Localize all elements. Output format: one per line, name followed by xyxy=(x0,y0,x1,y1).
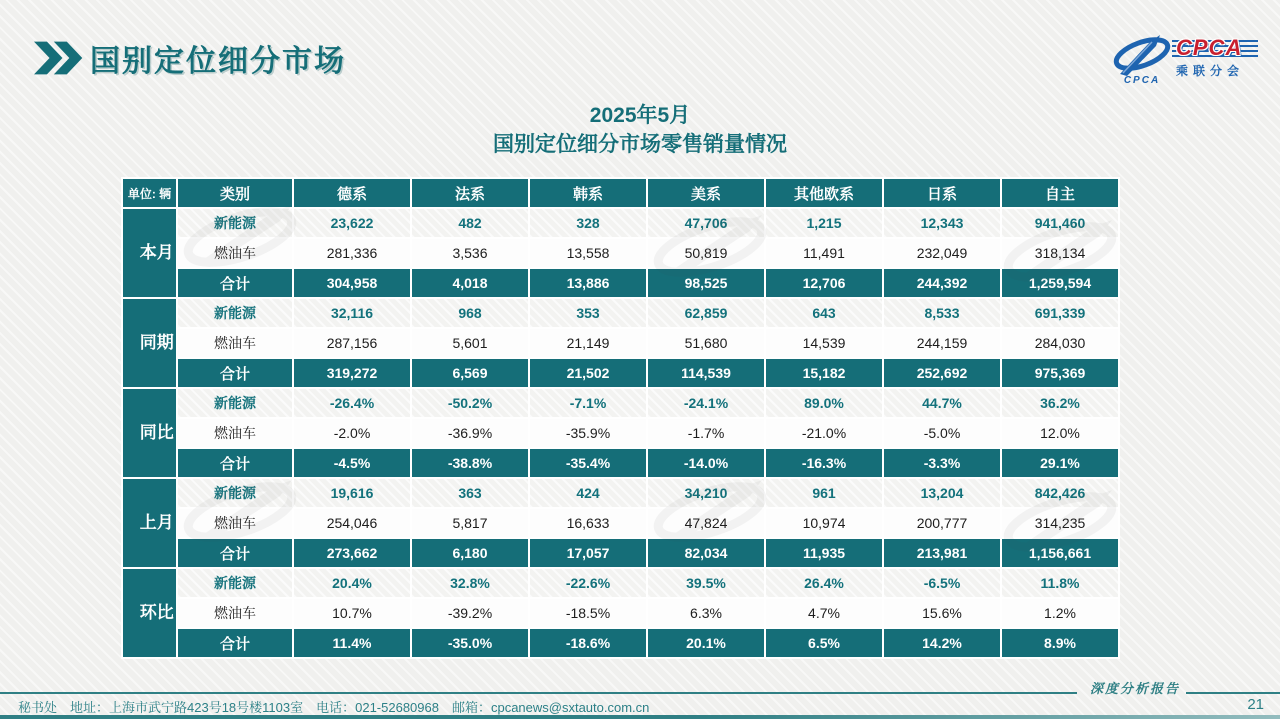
row-label-nev: 新能源 xyxy=(178,389,292,417)
row-label-nev: 新能源 xyxy=(178,479,292,507)
data-cell: 961 xyxy=(766,479,882,507)
data-cell: -36.9% xyxy=(412,419,528,447)
data-cell: 14.2% xyxy=(884,629,1000,657)
data-cell: 353 xyxy=(530,299,646,327)
data-cell: 328 xyxy=(530,209,646,237)
table-title xyxy=(0,101,1280,159)
data-cell: 1,259,594 xyxy=(1002,269,1118,297)
data-cell: 15.6% xyxy=(884,599,1000,627)
row-label-ice: 燃油车 xyxy=(178,509,292,537)
sales-table xyxy=(121,177,1120,659)
footer-bottom-bar xyxy=(0,715,1280,719)
data-cell: 89.0% xyxy=(766,389,882,417)
col-header: 其他欧系 xyxy=(766,179,882,207)
data-cell: 44.7% xyxy=(884,389,1000,417)
table-row xyxy=(123,329,1118,357)
table-row xyxy=(123,299,1118,327)
data-cell: 213,981 xyxy=(884,539,1000,567)
data-cell: 1,215 xyxy=(766,209,882,237)
data-cell: 232,049 xyxy=(884,239,1000,267)
data-cell: 39.5% xyxy=(648,569,764,597)
data-cell: -22.6% xyxy=(530,569,646,597)
data-cell: -2.0% xyxy=(294,419,410,447)
data-cell: -1.7% xyxy=(648,419,764,447)
data-cell: 8,533 xyxy=(884,299,1000,327)
col-header: 日系 xyxy=(884,179,1000,207)
data-cell: 6,569 xyxy=(412,359,528,387)
data-cell: 244,392 xyxy=(884,269,1000,297)
data-cell: 17,057 xyxy=(530,539,646,567)
data-cell: 20.1% xyxy=(648,629,764,657)
data-cell: 314,235 xyxy=(1002,509,1118,537)
data-cell: 1.2% xyxy=(1002,599,1118,627)
logo-wordmark: CPCA xyxy=(1176,35,1243,60)
data-cell: -38.8% xyxy=(412,449,528,477)
data-cell: 424 xyxy=(530,479,646,507)
data-cell: -26.4% xyxy=(294,389,410,417)
data-cell: 304,958 xyxy=(294,269,410,297)
data-cell: 968 xyxy=(412,299,528,327)
footer-contact-info: 秘书处 地址：上海市武宁路423号18号楼1103室 电话：021-52680968 邮箱：cpcanews@sxtauto.com.cn xyxy=(18,700,650,715)
row-label-ice: 燃油车 xyxy=(178,239,292,267)
data-cell: 21,502 xyxy=(530,359,646,387)
page-title: 国别定位细分市场 xyxy=(90,45,346,78)
data-cell: 29.1% xyxy=(1002,449,1118,477)
table-title-line1: 2025年5月 xyxy=(589,104,691,127)
row-label-nev: 新能源 xyxy=(178,299,292,327)
data-cell: 51,680 xyxy=(648,329,764,357)
row-label-total: 合计 xyxy=(178,449,292,477)
data-cell: 273,662 xyxy=(294,539,410,567)
data-cell: 281,336 xyxy=(294,239,410,267)
data-cell: -50.2% xyxy=(412,389,528,417)
data-cell: -21.0% xyxy=(766,419,882,447)
data-cell: 318,134 xyxy=(1002,239,1118,267)
data-cell: 244,159 xyxy=(884,329,1000,357)
data-cell: 21,149 xyxy=(530,329,646,357)
data-cell: -5.0% xyxy=(884,419,1000,447)
data-cell: 12,706 xyxy=(766,269,882,297)
data-cell: 3,536 xyxy=(412,239,528,267)
data-cell: 26.4% xyxy=(766,569,882,597)
data-cell: 319,272 xyxy=(294,359,410,387)
data-cell: 11.8% xyxy=(1002,569,1118,597)
col-header: 法系 xyxy=(412,179,528,207)
data-cell: 6.5% xyxy=(766,629,882,657)
data-cell: 11.4% xyxy=(294,629,410,657)
table-header-row xyxy=(123,179,1118,207)
data-cell: 82,034 xyxy=(648,539,764,567)
data-cell: 32.8% xyxy=(412,569,528,597)
data-cell: -3.3% xyxy=(884,449,1000,477)
table-row xyxy=(123,569,1118,597)
data-cell: 11,491 xyxy=(766,239,882,267)
table-row xyxy=(123,509,1118,537)
data-cell: 975,369 xyxy=(1002,359,1118,387)
cpca-small-label: CPCA xyxy=(1123,75,1161,84)
row-group-label: 同比 xyxy=(123,389,176,477)
row-group-label: 环比 xyxy=(123,569,176,657)
table-row xyxy=(123,389,1118,417)
data-cell: 482 xyxy=(412,209,528,237)
double-chevron-right-icon xyxy=(34,40,84,81)
row-group-label: 上月 xyxy=(123,479,176,567)
data-cell: -18.6% xyxy=(530,629,646,657)
footer-divider-line-right xyxy=(1186,692,1280,694)
footer-divider-line xyxy=(0,692,1077,694)
data-cell: 252,692 xyxy=(884,359,1000,387)
table-row xyxy=(123,629,1118,657)
data-cell: 23,622 xyxy=(294,209,410,237)
data-cell: -24.1% xyxy=(648,389,764,417)
row-label-total: 合计 xyxy=(178,629,292,657)
data-cell: 10.7% xyxy=(294,599,410,627)
data-cell: 941,460 xyxy=(1002,209,1118,237)
data-cell: 6,180 xyxy=(412,539,528,567)
data-cell: 47,706 xyxy=(648,209,764,237)
data-cell: -35.4% xyxy=(530,449,646,477)
data-cell: 284,030 xyxy=(1002,329,1118,357)
data-cell: -35.9% xyxy=(530,419,646,447)
data-cell: 8.9% xyxy=(1002,629,1118,657)
data-cell: 643 xyxy=(766,299,882,327)
data-cell: -14.0% xyxy=(648,449,764,477)
table-title-line2: 国别定位细分市场零售销量情况 xyxy=(493,133,787,156)
data-cell: -16.3% xyxy=(766,449,882,477)
data-cell: 254,046 xyxy=(294,509,410,537)
data-cell: 13,886 xyxy=(530,269,646,297)
data-cell: 13,204 xyxy=(884,479,1000,507)
row-label-total: 合计 xyxy=(178,269,292,297)
data-cell: 19,616 xyxy=(294,479,410,507)
data-cell: 15,182 xyxy=(766,359,882,387)
data-cell: -6.5% xyxy=(884,569,1000,597)
data-cell: 12,343 xyxy=(884,209,1000,237)
data-cell: 287,156 xyxy=(294,329,410,357)
table-row xyxy=(123,239,1118,267)
row-label-nev: 新能源 xyxy=(178,209,292,237)
logo-subtitle: 乘联分会 xyxy=(1176,64,1245,78)
row-label-ice: 燃油车 xyxy=(178,329,292,357)
table-row xyxy=(123,359,1118,387)
data-cell: 200,777 xyxy=(884,509,1000,537)
table-row xyxy=(123,209,1118,237)
row-group-label: 同期 xyxy=(123,299,176,387)
row-group-label: 本月 xyxy=(123,209,176,297)
data-cell: 13,558 xyxy=(530,239,646,267)
row-label-ice: 燃油车 xyxy=(178,419,292,447)
table-row xyxy=(123,599,1118,627)
cpca-swoosh-icon xyxy=(1108,34,1176,89)
data-cell: 20.4% xyxy=(294,569,410,597)
data-cell: 98,525 xyxy=(648,269,764,297)
data-cell: 32,116 xyxy=(294,299,410,327)
col-header-category: 类别 xyxy=(178,179,292,207)
col-header: 美系 xyxy=(648,179,764,207)
data-cell: -35.0% xyxy=(412,629,528,657)
data-cell: 50,819 xyxy=(648,239,764,267)
data-cell: 4.7% xyxy=(766,599,882,627)
col-header: 韩系 xyxy=(530,179,646,207)
data-cell: 6.3% xyxy=(648,599,764,627)
row-label-total: 合计 xyxy=(178,359,292,387)
table-row xyxy=(123,449,1118,477)
data-cell: 1,156,661 xyxy=(1002,539,1118,567)
data-cell: 114,539 xyxy=(648,359,764,387)
data-cell: 62,859 xyxy=(648,299,764,327)
data-cell: 5,601 xyxy=(412,329,528,357)
col-header: 自主 xyxy=(1002,179,1118,207)
row-label-ice: 燃油车 xyxy=(178,599,292,627)
unit-label: 单位: 辆 xyxy=(123,179,176,207)
page-number: 21 xyxy=(1247,696,1264,713)
table-row xyxy=(123,539,1118,567)
data-cell: 12.0% xyxy=(1002,419,1118,447)
data-cell: 14,539 xyxy=(766,329,882,357)
data-cell: 34,210 xyxy=(648,479,764,507)
cpca-logo xyxy=(1108,34,1258,84)
data-cell: 11,935 xyxy=(766,539,882,567)
data-cell: -7.1% xyxy=(530,389,646,417)
data-cell: 4,018 xyxy=(412,269,528,297)
data-cell: 5,817 xyxy=(412,509,528,537)
row-label-total: 合计 xyxy=(178,539,292,567)
data-cell: -39.2% xyxy=(412,599,528,627)
footer-report-label: 深度分析报告 xyxy=(1089,681,1180,696)
data-cell: -18.5% xyxy=(530,599,646,627)
data-cell: 36.2% xyxy=(1002,389,1118,417)
table-row xyxy=(123,479,1118,507)
table-row xyxy=(123,419,1118,447)
data-cell: -4.5% xyxy=(294,449,410,477)
data-cell: 363 xyxy=(412,479,528,507)
col-header: 德系 xyxy=(294,179,410,207)
table-row xyxy=(123,269,1118,297)
data-cell: 10,974 xyxy=(766,509,882,537)
row-label-nev: 新能源 xyxy=(178,569,292,597)
data-cell: 842,426 xyxy=(1002,479,1118,507)
data-cell: 47,824 xyxy=(648,509,764,537)
data-cell: 691,339 xyxy=(1002,299,1118,327)
data-cell: 16,633 xyxy=(530,509,646,537)
